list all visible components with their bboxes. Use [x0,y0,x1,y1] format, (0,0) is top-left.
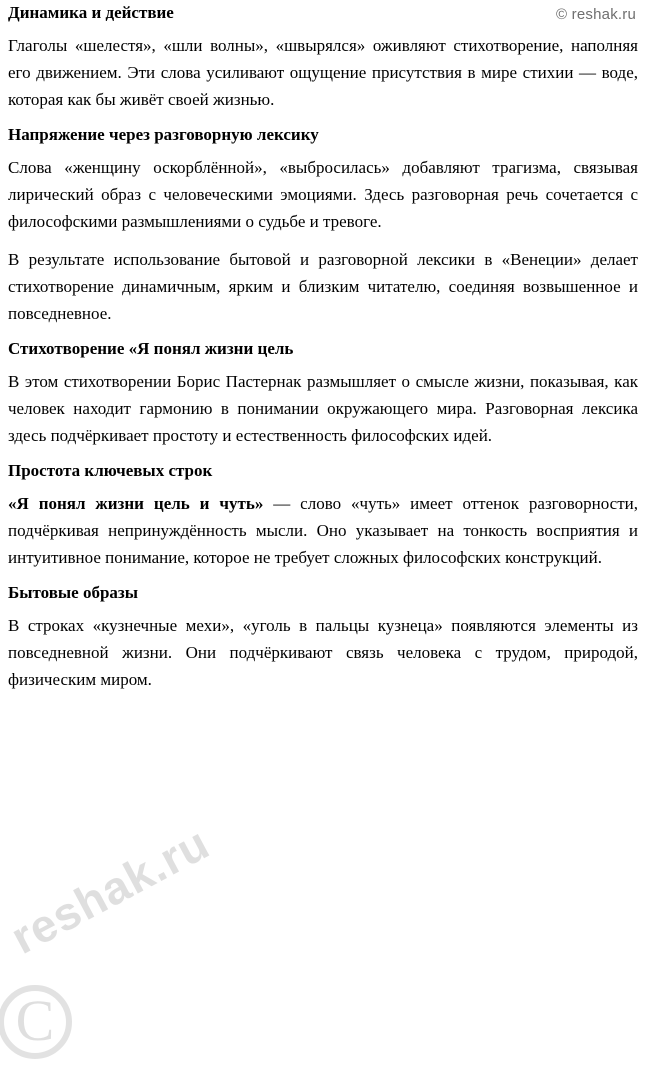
paragraph-key-lines [8,490,638,571]
section-heading-everyday-images: Бытовые образы [8,583,139,602]
section-heading-poem: Стихотворение «Я понял жизни цель [8,339,294,358]
watermark-logo-text: reshak.ru [2,816,218,964]
section-heading-simplicity: Простота ключевых строк [8,461,213,480]
paragraph-result: В результате использование бытовой и разговорной лексики в «Венеции» делает стихотворение динамичным, ярким и близким читателю, соединяя возвышенное и повседневное. [8,250,638,323]
document-page [0,2,646,1065]
watermark-logo-letter: C [15,988,55,1053]
watermark-logo [0,816,224,1061]
document-content [8,2,638,693]
paragraph-tension: Слова «женщину оскорблённой», «выбросилась» добавляют трагизма, связывая лирический образ с человеческими эмоциями. Здесь разговорная речь сочетается с философскими размышлениями о судьбе и тревоге. [8,158,638,231]
watermark-top-right: © reshak.ru [556,6,636,23]
paragraph-poem-meaning: В этом стихотворении Борис Пастернак размышляет о смысле жизни, показывая, как человек находит гармонию в понимании окружающего мира. Разговорная лексика здесь подчёркивает простоту и естественность философских идей. [8,372,638,445]
watermark-logo-circle [0,985,72,1059]
paragraph-everyday-images: В строках «кузнечные мехи», «уголь в пальцы кузнеца» появляются элементы из повседневной жизни. Они подчёркивают связь человека с трудом, природой, физическим миром. [8,616,638,689]
quoted-line-rest: — слово «чуть» имеет оттенок разговорности, подчёркивая непринуждённость мысли. Оно указывает на тонкость восприятия и интуитивное понимание, которое не требует сложных философских конструкций. [8,494,638,567]
paragraph-dynamics: Глаголы «шелестя», «шли волны», «швырялся» оживляют стихотворение, наполняя его движением. Эти слова усиливают ощущение присутствия в мире стихии — воде, которая как бы живёт своей жизнью. [8,36,638,109]
section-heading-tension: Напряжение через разговорную лексику [8,125,319,144]
quoted-line-bold: «Я понял жизни цель и чуть» [8,494,264,513]
section-heading-dynamics: Динамика и действие [8,3,174,22]
